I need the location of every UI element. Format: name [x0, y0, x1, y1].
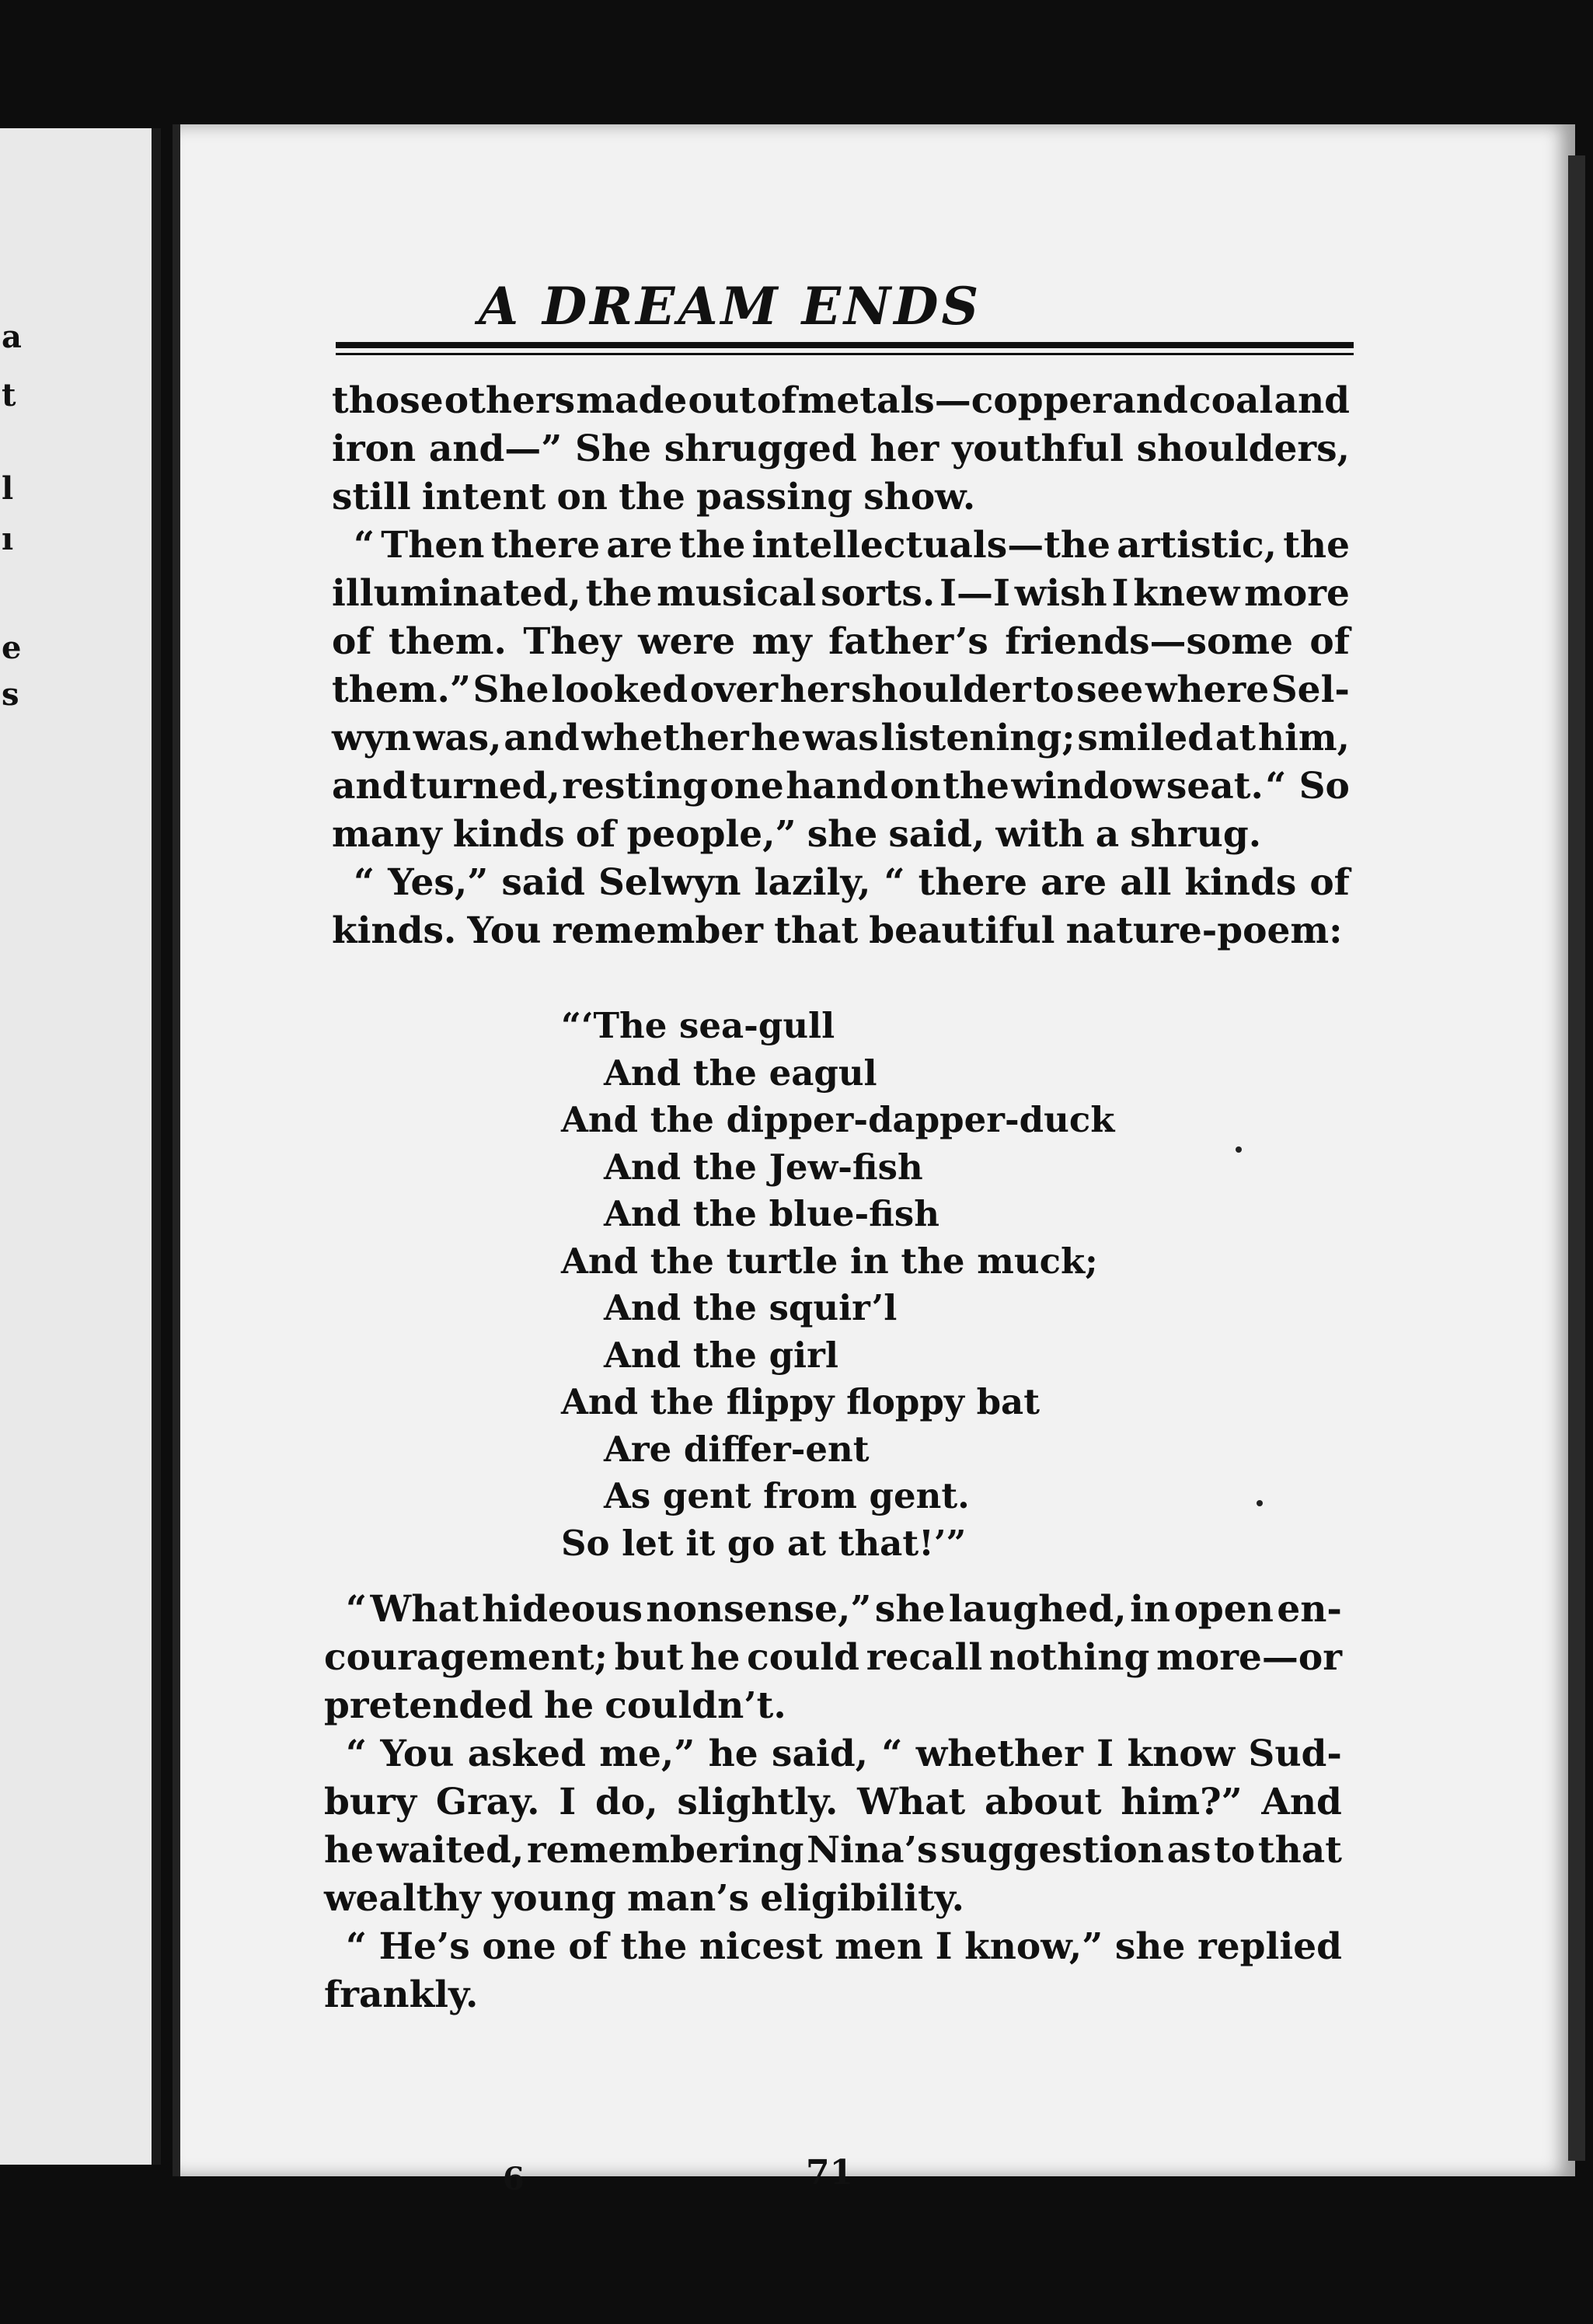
text-line	[332, 522, 1350, 570]
word: more—or	[1156, 1636, 1342, 1679]
word: “	[354, 524, 375, 567]
speck	[1257, 1500, 1263, 1506]
word: those	[332, 379, 444, 422]
book-page	[173, 124, 1575, 2197]
word: I	[559, 1781, 577, 1823]
word: laughed,	[948, 1588, 1127, 1631]
word: was,	[413, 717, 502, 759]
word: wealthy	[324, 1877, 481, 1920]
word: turned,	[409, 765, 560, 808]
word: others	[444, 379, 576, 422]
word: “	[346, 1733, 368, 1775]
word: of	[332, 620, 372, 663]
word: couldn’t.	[605, 1684, 786, 1727]
word: couragement;	[324, 1636, 608, 1679]
word: open	[1173, 1588, 1274, 1631]
word: Sel-	[1271, 668, 1350, 711]
word: them.”	[332, 668, 471, 711]
poem-line: And the flippy floppy bat	[561, 1381, 1041, 1422]
word: her	[870, 427, 939, 470]
word: nicest	[699, 1925, 823, 1968]
word: about	[985, 1781, 1102, 1823]
word: You	[467, 909, 542, 952]
text-line	[332, 618, 1350, 666]
word: whether	[581, 717, 749, 759]
text-line	[324, 1682, 1342, 1730]
word: window	[1011, 765, 1165, 808]
text-line	[332, 859, 1350, 907]
word: that	[1257, 1829, 1342, 1872]
word: at	[1215, 717, 1257, 759]
word: recall	[866, 1636, 983, 1679]
text-line	[324, 1634, 1342, 1682]
word: she	[1114, 1925, 1186, 1968]
word: Yes,”	[388, 861, 489, 904]
poem-line: And the turtle in the muck;	[561, 1240, 1098, 1282]
word: of	[756, 379, 797, 422]
word: the	[1283, 524, 1350, 567]
text-line	[332, 811, 1350, 859]
word: Sud-	[1248, 1733, 1342, 1775]
word: She	[575, 427, 652, 470]
text-line	[332, 714, 1350, 762]
word: suggestion	[940, 1829, 1164, 1872]
word: said	[501, 861, 585, 904]
word: of	[1309, 861, 1350, 904]
word: the	[619, 476, 685, 518]
left-page-fragment: t	[2, 377, 16, 414]
word: pretended	[324, 1684, 533, 1727]
word: eligibility.	[760, 1877, 964, 1920]
word: people,”	[626, 813, 796, 856]
text-line	[332, 762, 1350, 811]
word: nature-poem:	[1065, 909, 1343, 952]
word: artistic,	[1117, 524, 1277, 567]
word: remembering	[527, 1829, 804, 1872]
word: “	[881, 1733, 903, 1775]
word: many	[332, 813, 442, 856]
word: were	[638, 620, 736, 663]
paragraph	[332, 522, 1350, 859]
word: What	[857, 1781, 966, 1823]
word: he	[751, 717, 801, 759]
word: more	[1244, 572, 1350, 615]
poem-line: So let it go at that!’”	[561, 1522, 967, 1564]
word: “	[884, 861, 905, 904]
word: wyn	[332, 717, 411, 759]
word: the	[678, 524, 746, 567]
word: smiled	[1077, 717, 1214, 759]
word: “	[354, 861, 375, 904]
word: in	[1130, 1588, 1171, 1631]
text-line	[332, 377, 1350, 425]
word: the	[585, 572, 653, 615]
poem-line: Are differ-ent	[604, 1428, 870, 1470]
signature-mark: 6	[503, 2161, 525, 2197]
word: the	[943, 765, 1009, 808]
word: Selwyn	[598, 861, 741, 904]
word: iron	[332, 427, 417, 470]
word: resting	[562, 765, 708, 808]
poem-line: And the Jew-fish	[604, 1146, 923, 1188]
left-page-fragment: s	[2, 676, 19, 713]
word: kinds.	[332, 909, 457, 952]
word: with	[995, 813, 1085, 856]
poem-line: And the girl	[604, 1334, 838, 1376]
word: are	[1041, 861, 1107, 904]
page-number: 71	[806, 2153, 854, 2193]
word: seat.	[1166, 765, 1264, 808]
word: listening;	[880, 717, 1075, 759]
word: intellectuals—the	[751, 524, 1110, 567]
word: a	[1095, 813, 1120, 856]
word: You	[380, 1733, 455, 1775]
text-line	[324, 1730, 1342, 1778]
page-right-edge	[1568, 155, 1585, 2161]
word: metals—copper	[797, 379, 1112, 422]
left-page-edge	[0, 128, 161, 2165]
word: all	[1120, 861, 1172, 904]
word: him,	[1257, 717, 1350, 759]
text-line	[332, 425, 1350, 473]
word: there	[918, 861, 1028, 904]
word: I—I	[939, 572, 1010, 615]
word: and—”	[428, 427, 563, 470]
word: “	[346, 1588, 368, 1631]
text-line	[324, 1827, 1342, 1875]
poem-line: And the dipper-dapper-duck	[561, 1099, 1115, 1140]
word: hand	[786, 765, 888, 808]
word: father’s	[828, 620, 988, 663]
paragraph	[324, 1923, 1342, 2019]
word: she	[874, 1588, 946, 1631]
text-line	[324, 1586, 1342, 1634]
word: but	[614, 1636, 684, 1679]
paragraph	[332, 377, 1350, 522]
word: made	[576, 379, 688, 422]
word: said,	[888, 813, 985, 856]
word: he	[544, 1684, 594, 1727]
word: Gray.	[435, 1781, 540, 1823]
word: out	[688, 379, 756, 422]
word: kinds	[1184, 861, 1297, 904]
poem-line: “‘The sea-gull	[561, 1005, 835, 1046]
word: frankly.	[324, 1973, 479, 2016]
word: and	[1112, 379, 1188, 422]
word: see	[1076, 668, 1144, 711]
word: there	[490, 524, 601, 567]
word: the	[620, 1925, 688, 1968]
word: wish	[1014, 572, 1107, 615]
word: I	[1111, 572, 1129, 615]
word: are	[606, 524, 673, 567]
word: What	[370, 1588, 479, 1631]
word: that	[774, 909, 859, 952]
word: He’s	[378, 1925, 470, 1968]
word: shoulders,	[1136, 427, 1350, 470]
word: passing	[695, 476, 853, 518]
left-page-fragment: a	[2, 319, 22, 355]
word: show.	[863, 476, 976, 518]
word: sorts.	[821, 572, 936, 615]
word: know	[1127, 1733, 1236, 1775]
word: could	[747, 1636, 860, 1679]
word: Then	[381, 524, 485, 567]
word: her	[779, 668, 849, 711]
word: They	[523, 620, 622, 663]
word: She	[472, 668, 549, 711]
text-line	[332, 907, 1350, 955]
word: nothing	[989, 1636, 1150, 1679]
body-text-lower	[324, 1586, 1342, 2019]
word: shoulder	[851, 668, 1031, 711]
word: he	[708, 1733, 758, 1775]
body-text-upper	[332, 377, 1350, 955]
word: hideous	[482, 1588, 643, 1631]
word: still	[332, 476, 411, 518]
word: on	[890, 765, 941, 808]
word: on	[556, 476, 608, 518]
word: to	[1033, 668, 1075, 711]
poem-line: And the eagul	[604, 1052, 877, 1094]
word: asked	[467, 1733, 586, 1775]
word: knew	[1133, 572, 1240, 615]
word: I	[1096, 1733, 1114, 1775]
word: youthful	[951, 427, 1124, 470]
text-line	[324, 1923, 1342, 1971]
word: he	[690, 1636, 741, 1679]
word: he	[324, 1829, 375, 1872]
word: me,”	[599, 1733, 695, 1775]
word: replied	[1197, 1925, 1342, 1968]
word: said,	[772, 1733, 869, 1775]
paragraph	[324, 1586, 1342, 1730]
word: of	[1309, 620, 1350, 663]
word: and	[1274, 379, 1350, 422]
paragraph	[332, 859, 1350, 955]
word: coal	[1189, 379, 1274, 422]
word: young	[491, 1877, 616, 1920]
word: waited,	[376, 1829, 525, 1872]
running-head: A DREAM ENDS	[478, 276, 982, 337]
word: nonsense,”	[646, 1588, 872, 1631]
word: lazily,	[754, 861, 871, 904]
word: and	[504, 717, 580, 759]
word: friends—some	[1005, 620, 1293, 663]
poem-line: And the squir’l	[604, 1287, 898, 1328]
word: looked	[551, 668, 688, 711]
word: she	[807, 813, 878, 856]
poem-line: And the blue-fish	[604, 1193, 939, 1234]
word: And	[1261, 1781, 1342, 1823]
speck	[1236, 1146, 1242, 1153]
text-line	[332, 666, 1350, 714]
word: beautiful	[869, 909, 1055, 952]
word: men	[835, 1925, 923, 1968]
word: one	[482, 1925, 556, 1968]
word: musical	[657, 572, 817, 615]
word: remember	[552, 909, 764, 952]
word: bury	[324, 1781, 417, 1823]
left-page-fragment: ı	[2, 521, 14, 557]
word: en-	[1277, 1588, 1342, 1631]
word: “	[346, 1925, 368, 1968]
text-line	[324, 1971, 1342, 2019]
word: do,	[595, 1781, 658, 1823]
word: illuminated,	[332, 572, 581, 615]
word: whether	[915, 1733, 1083, 1775]
header-rule-thin	[336, 353, 1354, 355]
word: kinds	[452, 813, 565, 856]
word: “ So	[1265, 765, 1350, 808]
left-page-fragment: l	[2, 470, 14, 507]
text-line	[324, 1778, 1342, 1827]
word: intent	[421, 476, 546, 518]
word: my	[751, 620, 812, 663]
word: him?”	[1121, 1781, 1243, 1823]
word: Nina’s	[807, 1829, 938, 1872]
word: know,”	[964, 1925, 1103, 1968]
word: slightly.	[677, 1781, 838, 1823]
header-rule-thick	[336, 342, 1354, 348]
word: was	[803, 717, 879, 759]
word: as	[1166, 1829, 1211, 1872]
paragraph	[324, 1730, 1342, 1923]
word: to	[1214, 1829, 1256, 1872]
text-line	[332, 473, 1350, 522]
word: man’s	[626, 1877, 750, 1920]
text-line	[324, 1875, 1342, 1923]
word: of	[575, 813, 616, 856]
poem-line: As gent from gent.	[604, 1475, 970, 1516]
word: one	[709, 765, 784, 808]
word: and	[332, 765, 408, 808]
word: I	[935, 1925, 953, 1968]
word: over	[689, 668, 779, 711]
left-page-fragment: e	[2, 630, 22, 666]
word: them.	[389, 620, 507, 663]
word: shrugged	[664, 427, 857, 470]
word: shrug.	[1130, 813, 1262, 856]
word: where	[1145, 668, 1270, 711]
text-line	[332, 570, 1350, 618]
word: of	[568, 1925, 608, 1968]
poem	[561, 1003, 1114, 1567]
